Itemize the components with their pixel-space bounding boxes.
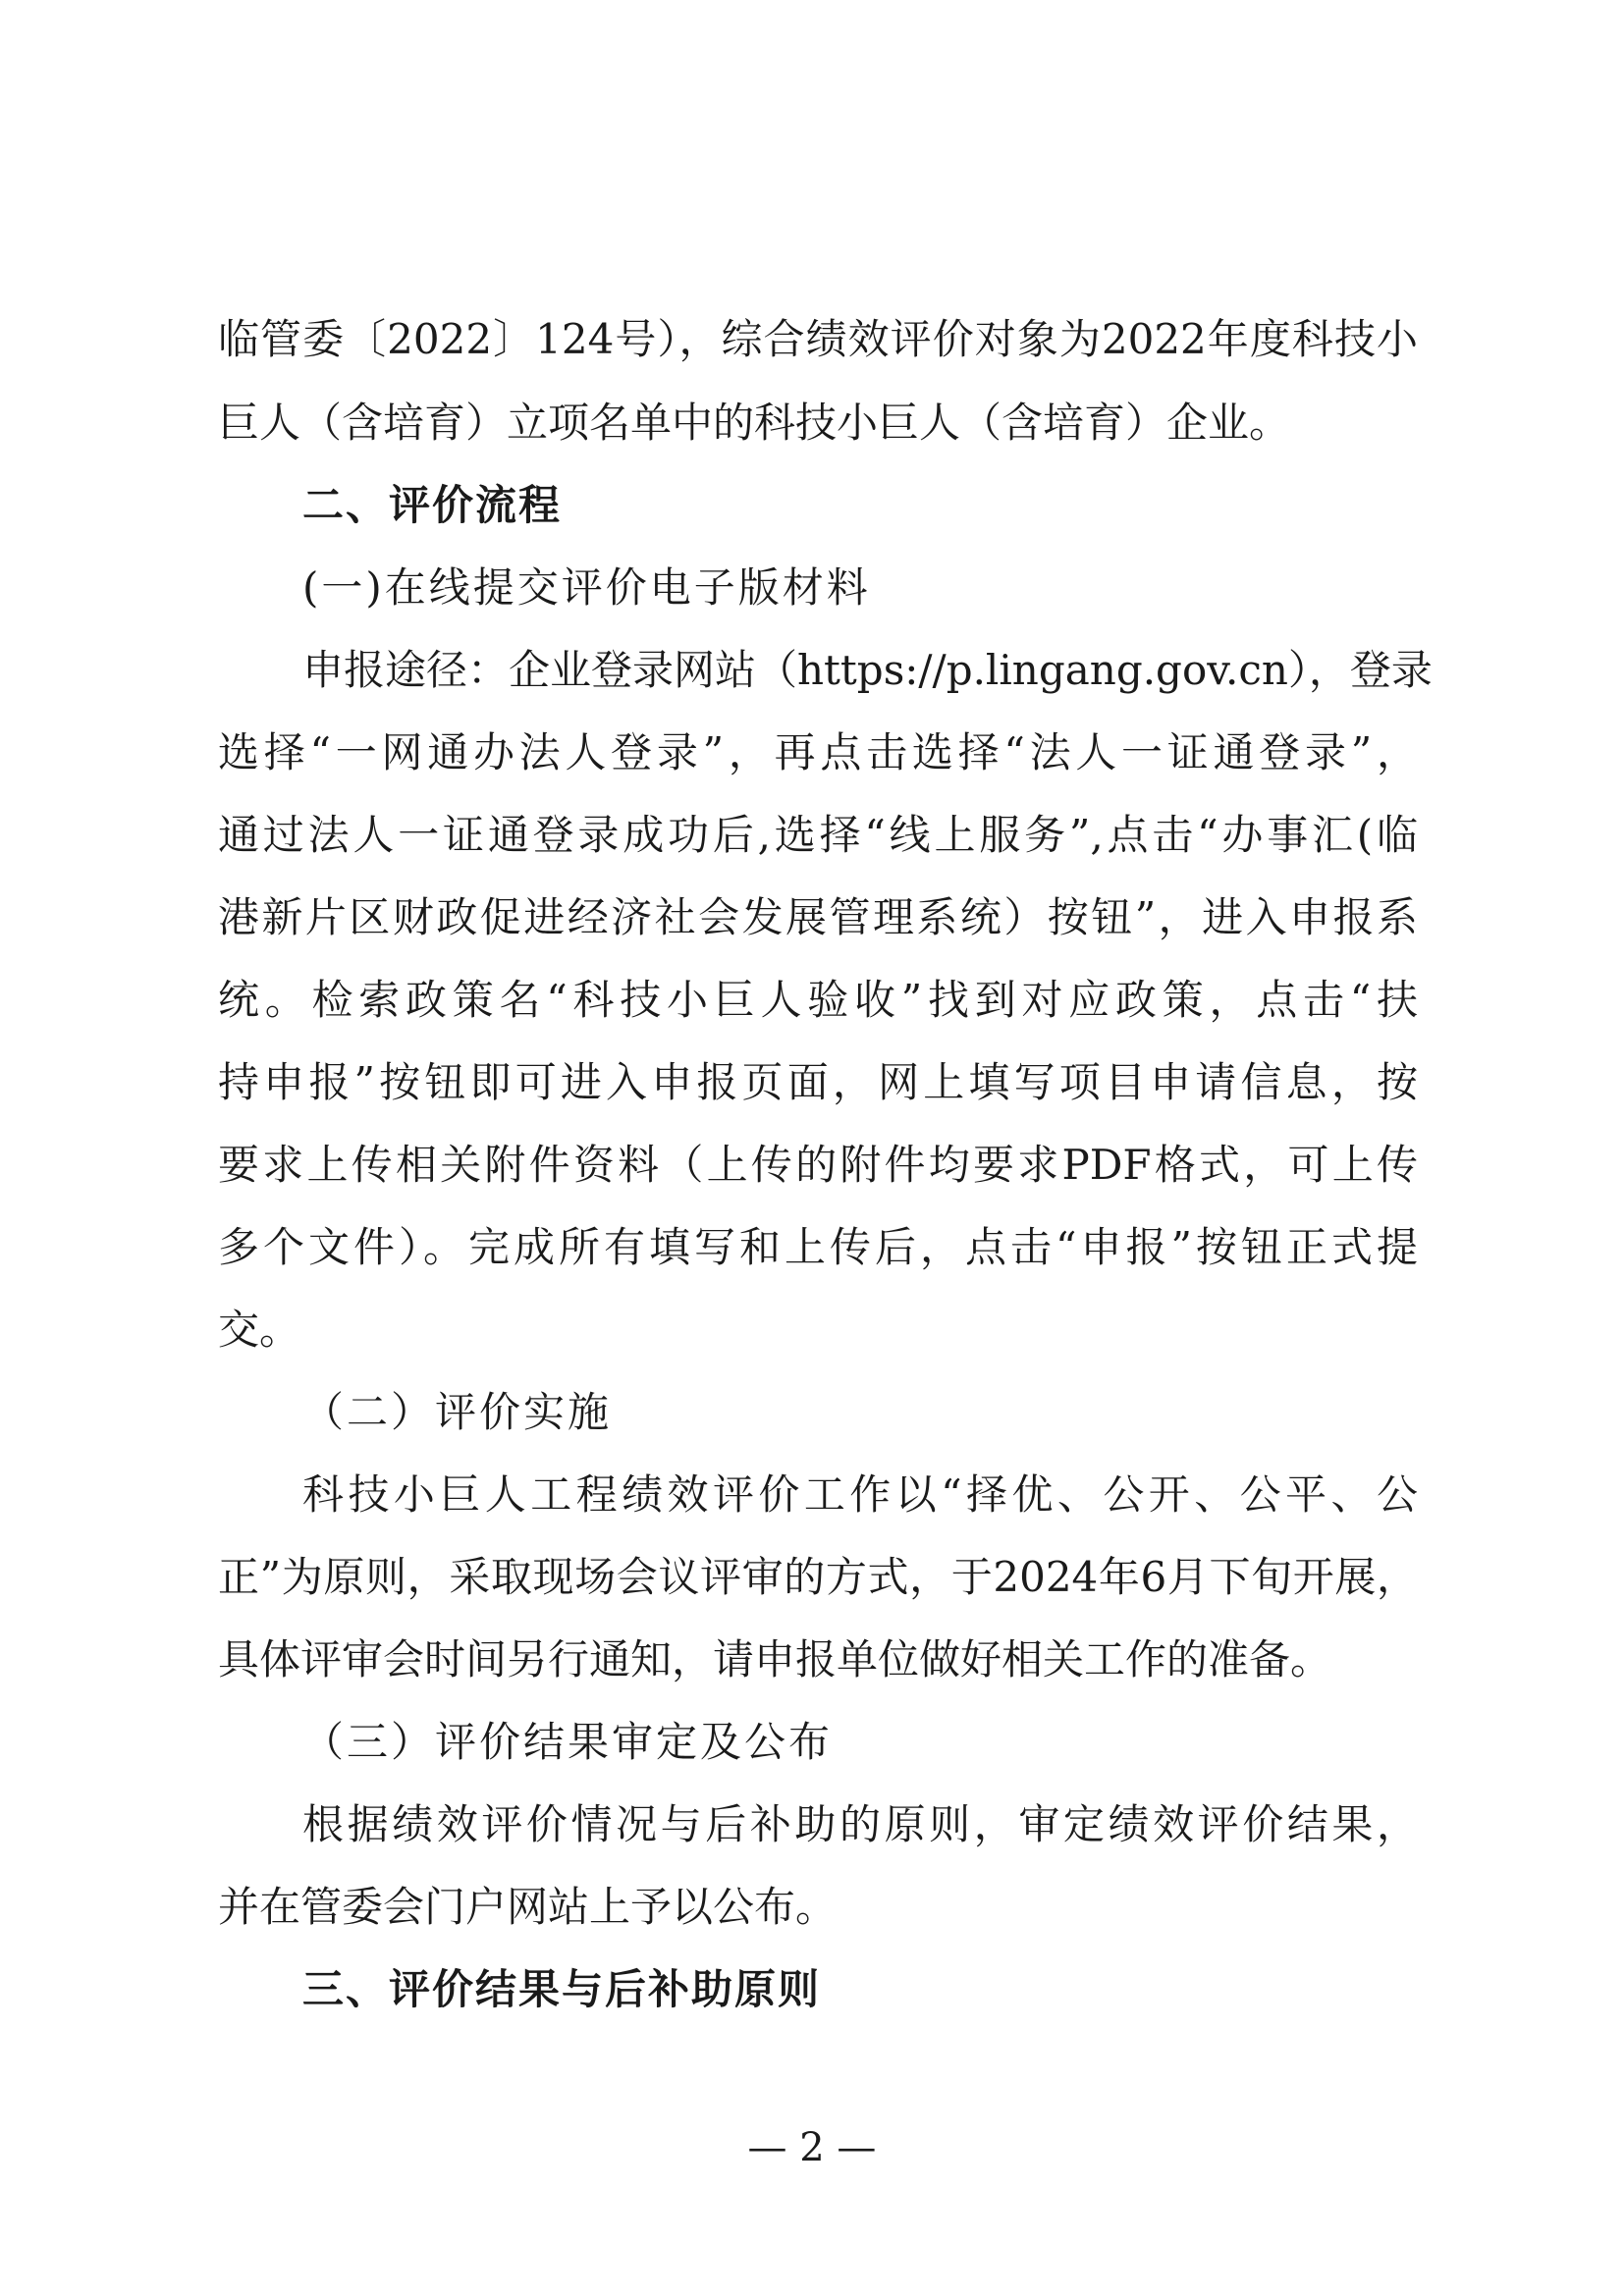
sub1-line-1: 申报途径：企业登录网站（https://p.lingang.gov.cn），登录: [302, 646, 1433, 694]
sub1-line-3: 通过法人一证通登录成功后,选择“线上服务”,点击“办事汇(临: [218, 811, 1418, 859]
sub1-line-4: 港新片区财政促进经济社会发展管理系统）按钮”，进入申报系: [218, 893, 1418, 941]
sub1-line-9: 交。: [218, 1306, 301, 1354]
sub1-line-7: 要求上传相关附件资料（上传的附件均要求PDF格式，可上传: [218, 1141, 1418, 1189]
sub2-line-2: 正”为原则，采取现场会议评审的方式，于2024年6月下旬开展，: [218, 1553, 1418, 1601]
section-2-heading: 二、评价流程: [302, 481, 563, 529]
sub1-line-5: 统。检索政策名“科技小巨人验收”找到对应政策，点击“扶: [218, 976, 1418, 1024]
sub3-line-1: 根据绩效评价情况与后补助的原则，审定绩效评价结果，: [302, 1800, 1418, 1848]
subsection-3-heading: （三）评价结果审定及公布: [302, 1718, 834, 1766]
sub2-line-3: 具体评审会时间另行通知，请申报单位做好相关工作的准备。: [218, 1635, 1332, 1683]
page-number: — 2 —: [747, 2125, 877, 2170]
sub3-line-2: 并在管委会门户网站上予以公布。: [218, 1883, 838, 1931]
intro-line-1: 临管委〔2022〕124号），综合绩效评价对象为2022年度科技小: [218, 315, 1418, 363]
subsection-1-heading: (一)在线提交评价电子版材料: [302, 563, 871, 612]
intro-line-2: 巨人（含培育）立项名单中的科技小巨人（含培育）企业。: [218, 399, 1291, 447]
sub2-line-1: 科技小巨人工程绩效评价工作以“择优、公开、公平、公: [302, 1470, 1418, 1519]
sub1-line-6: 持申报”按钮即可进入申报页面，网上填写项目申请信息，按: [218, 1058, 1418, 1106]
sub1-line-8: 多个文件）。完成所有填写和上传后，点击“申报”按钮正式提: [218, 1223, 1418, 1271]
subsection-2-heading: （二）评价实施: [302, 1388, 613, 1436]
section-3-heading: 三、评价结果与后补助原则: [302, 1965, 822, 2013]
sub1-line-2: 选择“一网通办法人登录”，再点击选择“法人一证通登录”，: [218, 728, 1418, 776]
